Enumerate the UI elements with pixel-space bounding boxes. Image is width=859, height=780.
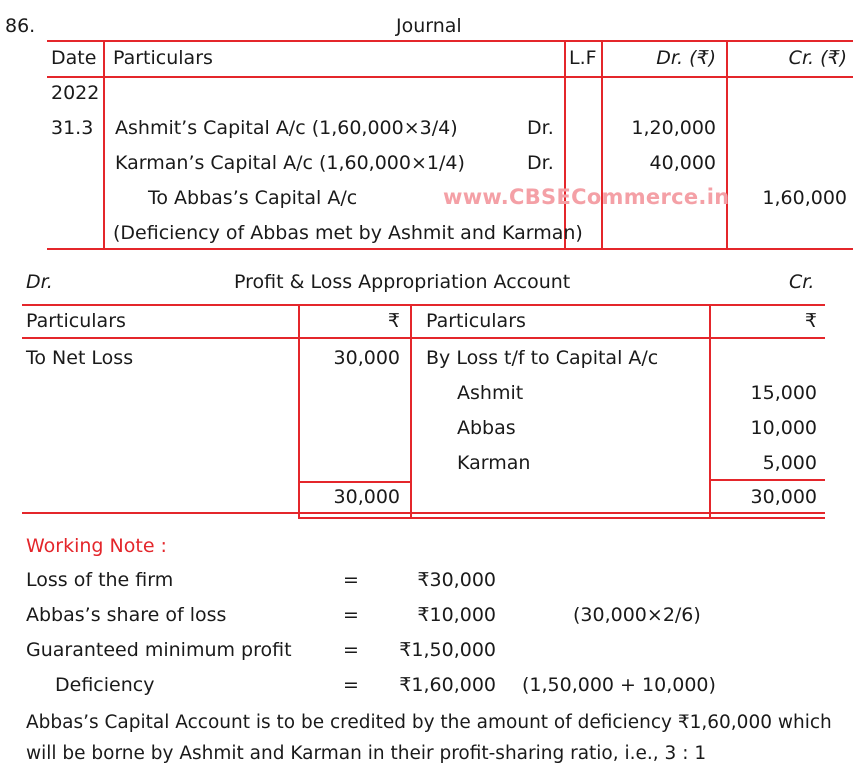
wn-eq-loss: =: [343, 569, 359, 591]
journal-entry-karman: Karman’s Capital A/c (1,60,000×1/4): [115, 152, 465, 174]
working-note-title: Working Note :: [26, 535, 167, 557]
pl-credit-abbas: Abbas: [457, 417, 516, 439]
journal-entry-ashmit: Ashmit’s Capital A/c (1,60,000×3/4): [115, 117, 458, 139]
pl-top-rule: [22, 304, 825, 306]
journal-entry-karman-dr-tag: Dr.: [527, 152, 554, 174]
pl-total-right: 30,000: [750, 486, 817, 508]
pl-bottom-double-rule: [298, 517, 825, 519]
pl-total-top-rule-right: [709, 479, 825, 481]
journal-entry-karman-dr-amount: 40,000: [649, 152, 716, 174]
journal-entry-ashmit-dr-tag: Dr.: [527, 117, 554, 139]
header-lf: L.F: [569, 47, 597, 69]
journal-col-divider-lf: [601, 40, 603, 250]
header-particulars: Particulars: [113, 47, 213, 69]
wn-note-deficiency: (1,50,000 + 10,000): [522, 674, 716, 696]
wn-value-guarantee: ₹1,50,000: [399, 639, 496, 661]
pl-header-particulars-left: Particulars: [26, 310, 126, 332]
journal-entry-ashmit-dr-amount: 1,20,000: [631, 117, 716, 139]
pl-header-rule: [22, 337, 825, 339]
journal-entry-abbas: To Abbas’s Capital A/c: [148, 187, 358, 209]
journal-col-divider-dr: [726, 40, 728, 250]
pl-debit-item: To Net Loss: [26, 347, 134, 369]
pl-credit-ashmit: Ashmit: [457, 382, 524, 404]
journal-year: 2022: [51, 82, 100, 104]
wn-value-abbas-share: ₹10,000: [417, 604, 496, 626]
pl-bottom-rule: [22, 512, 825, 514]
question-number: 86.: [5, 15, 36, 37]
wn-eq-guarantee: =: [343, 639, 359, 661]
wn-value-loss: ₹30,000: [417, 569, 496, 591]
header-dr-amount: Dr. (₹): [656, 47, 716, 69]
pl-account-title: Profit & Loss Appropriation Account: [234, 271, 571, 293]
journal-narration: (Deficiency of Abbas met by Ashmit and Karman): [113, 222, 583, 244]
pl-credit-karman: Karman: [457, 452, 531, 474]
journal-entry-abbas-cr-amount: 1,60,000: [762, 187, 847, 209]
wn-label-abbas-share: Abbas’s share of loss: [26, 604, 227, 626]
journal-col-divider-date: [103, 40, 105, 250]
wn-note-abbas-share: (30,000×2/6): [573, 604, 701, 626]
wn-label-deficiency: Deficiency: [55, 674, 155, 696]
pl-credit-karman-amount: 5,000: [762, 452, 817, 474]
wn-paragraph-line-1: Abbas’s Capital Account is to be credited by the amount of deficiency ₹1,60,000 which: [26, 712, 832, 733]
pl-col-divider-right-amount: [709, 304, 711, 518]
wn-eq-deficiency: =: [343, 674, 359, 696]
pl-credit-heading: By Loss t/f to Capital A/c: [426, 347, 659, 369]
pl-header-amount-right: ₹: [804, 310, 817, 332]
pl-header-amount-left: ₹: [387, 310, 400, 332]
pl-total-left: 30,000: [333, 486, 400, 508]
journal-header-rule: [47, 76, 853, 78]
pl-credit-abbas-amount: 10,000: [750, 417, 817, 439]
wn-label-loss: Loss of the firm: [26, 569, 174, 591]
wn-paragraph-line-2: will be borne by Ashmit and Karman in their profit-sharing ratio, i.e., 3 : 1: [26, 743, 707, 764]
pl-header-particulars-right: Particulars: [426, 310, 526, 332]
wn-label-guarantee: Guaranteed minimum profit: [26, 639, 292, 661]
header-cr-amount: Cr. (₹): [788, 47, 847, 69]
pl-cr-label: Cr.: [789, 271, 815, 293]
journal-date: 31.3: [51, 117, 94, 139]
header-date: Date: [51, 47, 97, 69]
journal-title: Journal: [396, 15, 462, 37]
wn-value-deficiency: ₹1,60,000: [399, 674, 496, 696]
journal-col-divider-particulars: [564, 40, 566, 250]
pl-total-top-rule-left: [298, 481, 412, 483]
journal-top-rule: [47, 40, 853, 42]
pl-debit-amount: 30,000: [333, 347, 400, 369]
wn-eq-abbas-share: =: [343, 604, 359, 626]
pl-dr-label: Dr.: [26, 271, 53, 293]
pl-col-divider-left-amount: [298, 304, 300, 518]
pl-credit-ashmit-amount: 15,000: [750, 382, 817, 404]
journal-bottom-rule: [47, 248, 853, 250]
watermark: www.CBSECommerce.in: [443, 185, 730, 209]
pl-col-divider-center: [410, 304, 412, 518]
